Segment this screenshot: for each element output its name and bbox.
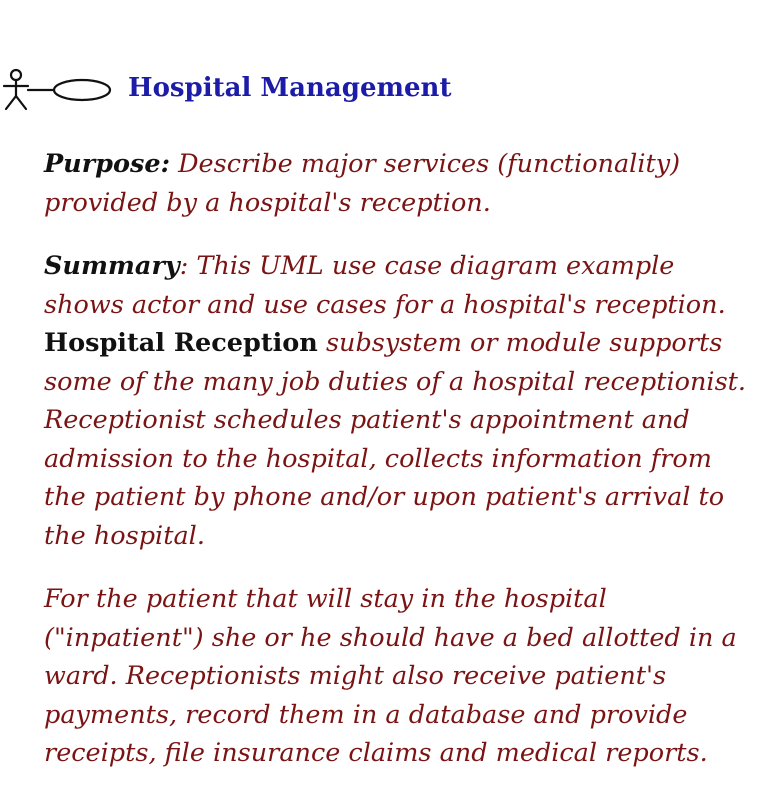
article-body — [44, 145, 756, 798]
hospital-reception-term: Hospital Reception — [44, 328, 318, 358]
page-header — [0, 66, 763, 112]
purpose-paragraph — [44, 145, 756, 222]
summary-text-2: subsystem or module supports some of the many job duties of a hospital receptionist. Receptionist schedules patient's appointment and admission to the hospital, collects information from the patient by phone and/or upon patient's arrival to the hospital. — [44, 328, 747, 551]
uml-actor-use-case-icon — [0, 66, 112, 112]
purpose-label: Purpose: — [44, 149, 170, 179]
purpose-text: Describe major services (functionality) provided by a hospital's reception. — [44, 149, 681, 218]
summary-text-1: : This UML use case diagram example shows actor and use cases for a hospital's reception. — [44, 251, 726, 320]
summary-label: Summary — [44, 251, 180, 281]
page-title: Hospital Management — [128, 73, 452, 103]
inpatient-paragraph: For the patient that will stay in the hospital ("inpatient") she or he should have a bed allotted in a ward. Receptionists might also receive patient's payments, record them in a database and provide receipts, file insurance claims and medical reports. — [44, 584, 737, 768]
summary-paragraph — [44, 247, 756, 555]
